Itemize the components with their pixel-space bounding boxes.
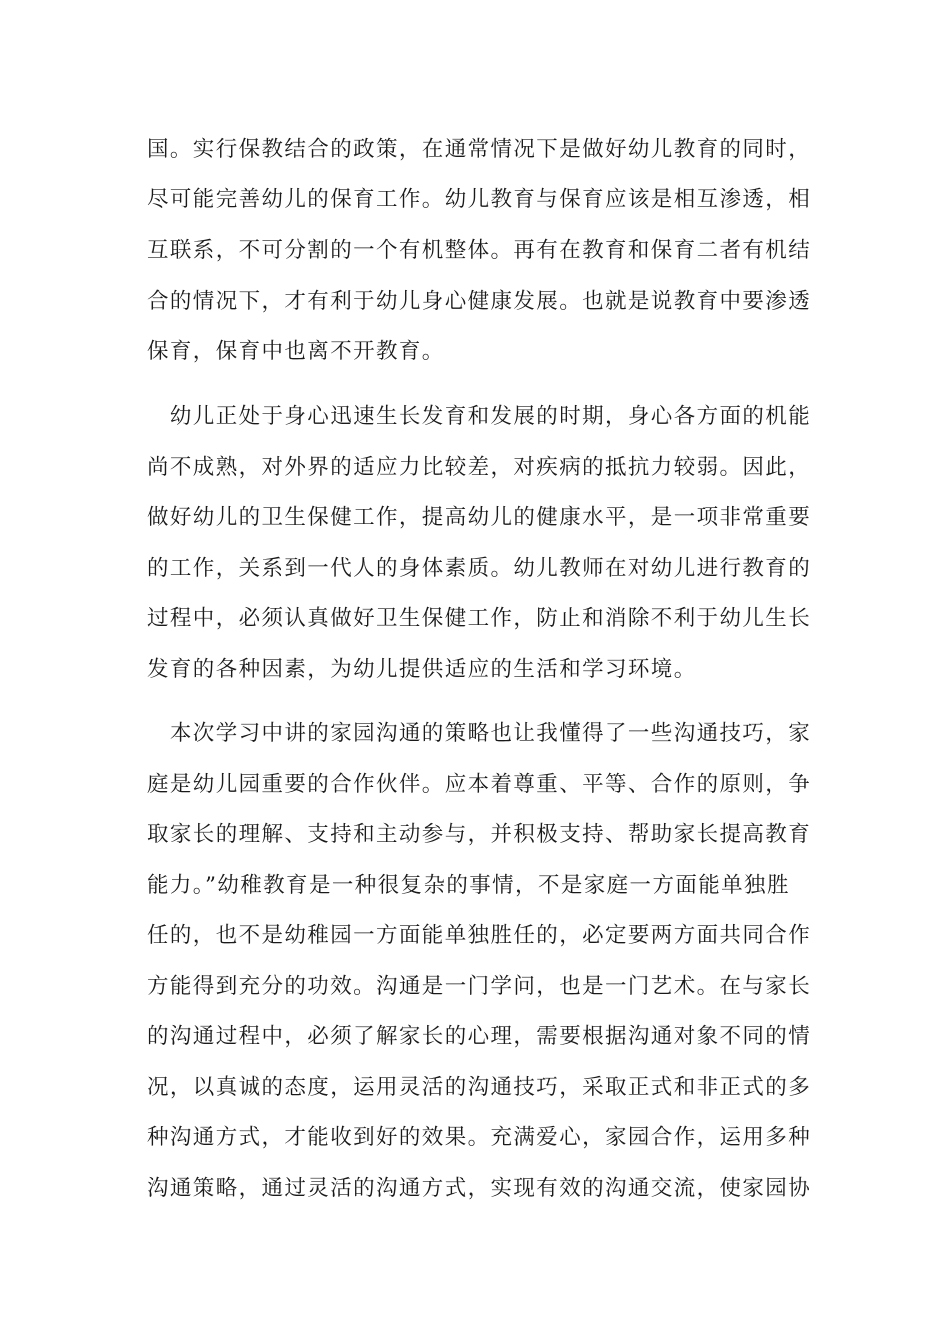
text-line: 况，以真诚的态度，运用灵活的沟通技巧，采取正式和非正式的多 [147,1075,812,1100]
text-line: 互联系，不可分割的一个有机整体。再有在教育和保育二者有机结 [147,238,812,263]
text-line: 幼儿正处于身心迅速生长发育和发展的时期，身心各方面的机能 [147,404,812,429]
text-line: 过程中，必须认真做好卫生保健工作，防止和消除不利于幼儿生长 [147,606,812,631]
text-line: 本次学习中讲的家园沟通的策略也让我懂得了一些沟通技巧，家 [147,721,812,746]
text-line: 的沟通过程中，必须了解家长的心理，需要根据沟通对象不同的情 [147,1024,812,1049]
text-line: 尽可能完善幼儿的保育工作。幼儿教育与保育应该是相互渗透，相 [147,187,812,212]
text-line: 的工作，关系到一代人的身体素质。幼儿教师在对幼儿进行教育的 [147,556,812,581]
text-line: 方能得到充分的功效。沟通是一门学问，也是一门艺术。在与家长 [147,974,812,999]
text-line: 庭是幼儿园重要的合作伙伴。应本着尊重、平等、合作的原则，争 [147,772,812,797]
text-line: 发育的各种因素，为幼儿提供适应的生活和学习环境。 [147,657,697,682]
text-line: 任的，也不是幼稚园一方面能单独胜任的，必定要两方面共同合作 [147,923,812,948]
text-line: 做好幼儿的卫生保健工作，提高幼儿的健康水平，是一项非常重要 [147,505,812,530]
text-line: 种沟通方式，才能收到好的效果。充满爱心，家园合作，运用多种 [147,1125,812,1150]
text-line: 国。实行保教结合的政策，在通常情况下是做好幼儿教育的同时， [147,137,812,162]
text-line: 合的情况下，才有利于幼儿身心健康发展。也就是说教育中要渗透 [147,289,812,314]
text-line: 取家长的理解、支持和主动参与，并积极支持、帮助家长提高教育 [147,822,812,847]
text-line: 能力。”幼稚教育是一种很复杂的事情，不是家庭一方面能单独胜 [147,873,790,898]
text-line: 尚不成熟，对外界的适应力比较差，对疾病的抵抗力较弱。因此， [147,455,812,480]
text-line: 沟通策略，通过灵活的沟通方式，实现有效的沟通交流，使家园协 [147,1176,812,1201]
text-line: 保育，保育中也离不开教育。 [147,339,445,364]
